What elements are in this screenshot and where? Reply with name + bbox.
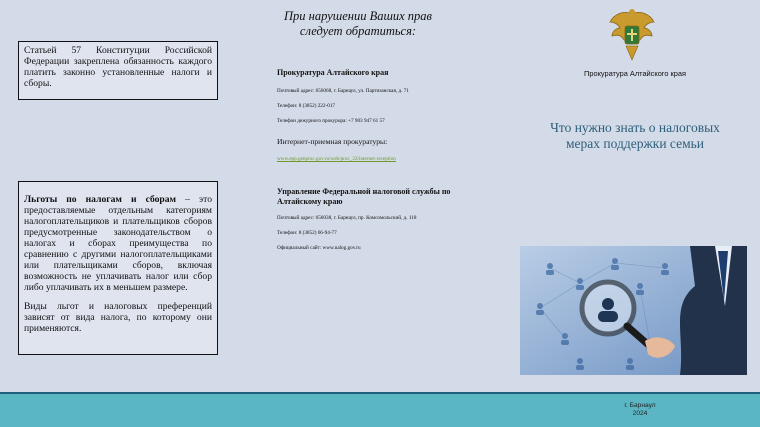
leaflet-title-line1: Что нужно знать о налоговых	[550, 120, 720, 135]
org1-duty-phone: Телефон дежурного прокурора: +7 903 947 61 57	[277, 118, 385, 124]
magnifier-people-illustration	[520, 246, 747, 375]
contacts-heading	[258, 9, 458, 39]
footer-year: 2024	[632, 410, 648, 417]
org2-name	[277, 187, 450, 207]
footer-city-year	[600, 402, 680, 418]
org2-address: Почтовый адрес: 656038, г. Барнаул, пр. Комсомольский, д. 118	[277, 215, 417, 221]
org1-phone: Телефон: 8 (3852) 222-017	[277, 103, 336, 109]
agency-name: Прокуратура Алтайского края	[584, 69, 686, 78]
leaflet-title-line2: мерах поддержки семьи	[565, 136, 705, 151]
org2-site: Официальный сайт: www.nalog.gov.ru	[277, 245, 361, 251]
tax-benefits-box	[18, 181, 218, 355]
leaflet-title	[515, 120, 755, 152]
constitution-text: Статьей 57 Конституции Российской Федерации закреплена обязанность каждого платить законно установленные налоги и сборы.	[24, 45, 212, 89]
org2-phone: Телефон: 8 (3852) 66-94-77	[277, 230, 337, 236]
tax-benefits-definition	[24, 194, 212, 293]
contacts-heading-line2: следует обратиться:	[299, 24, 417, 38]
org2-name-line2: Алтайскому краю	[277, 197, 343, 206]
org1-name: Прокуратура Алтайского края	[277, 68, 389, 77]
contacts-heading-line1: При нарушении Ваших прав	[284, 9, 432, 23]
constitution-box	[18, 41, 218, 100]
tax-benefits-text: – это предоставляемые отдельным категориям налогоплательщиков и плательщиков сборов предусмотренные законодательством о налогах и сборах преимущества по сравнению с другими налогоплательщиками или плательщиками сборов, включая возможность не уплачивать налог или сбор либо уплачивать их в меньшем размере.	[24, 194, 212, 293]
tax-benefits-term: Льготы по налогам и сборам	[24, 194, 177, 205]
org1-reception-link[interactable]: www.epp.genproc.gov.ru/web/proc_22/internet-reception	[277, 156, 396, 162]
tax-benefits-types: Виды льгот и налоговых преференций зависят от вида налога, по которому они применяются.	[24, 301, 212, 334]
org1-reception-label: Интернет-приемная прокуратуры:	[277, 137, 388, 146]
org2-name-line1: Управление Федеральной налоговой службы по	[277, 187, 451, 196]
footer-city: г. Барнаул	[624, 402, 656, 409]
org1-address: Почтовый адрес: 656068, г. Барнаул, ул. Партизанская, д. 71	[277, 88, 409, 94]
prosecutor-emblem-icon	[606, 8, 658, 62]
